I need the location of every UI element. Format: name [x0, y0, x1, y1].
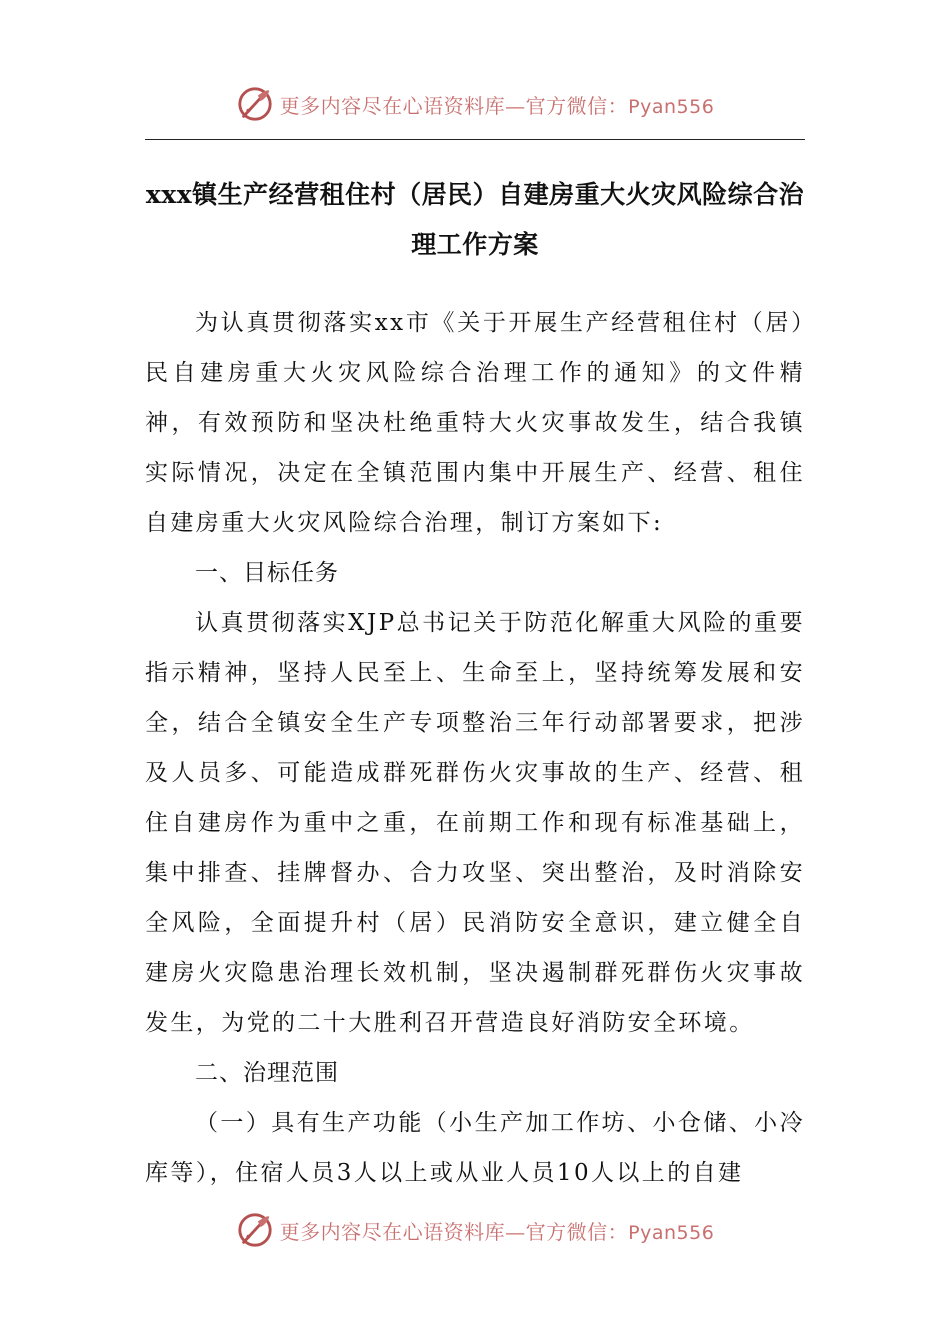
watermark-text: 更多内容尽在心语资料库—官方微信：Pyan556: [279, 93, 715, 118]
section-heading-scope: 二、治理范围: [195, 1060, 339, 1086]
document-body: [145, 298, 805, 1198]
intro-paragraph: 为认真贯彻落实xx市《关于开展生产经营租住村（居）民自建房重大火灾风险综合治理工作的通知》的文件精神，有效预防和坚决杜绝重特大火灾事故发生，结合我镇实际情况，决定在全镇范围内集中开展生产、经营、租住自建房重大火灾风险综合治理，制订方案如下:: [145, 310, 805, 536]
quill-seal-icon: [236, 1211, 274, 1249]
header-watermark: [0, 82, 950, 126]
quill-seal-icon: [236, 85, 274, 123]
scope-item-1: （一）具有生产功能（小生产加工作坊、小仓储、小冷库等），住宿人员3人以上或从业人员10人以上的自建: [145, 1110, 805, 1186]
watermark-text: 更多内容尽在心语资料库—官方微信：Pyan556: [279, 1219, 715, 1244]
footer-watermark: [0, 1208, 950, 1252]
document-title: xxx镇生产经营租住村（居民）自建房重大火灾风险综合治理工作方案: [145, 180, 805, 259]
goals-paragraph: 认真贯彻落实XJP总书记关于防范化解重大风险的重要指示精神，坚持人民至上、生命至上，坚持统筹发展和安全，结合全镇安全生产专项整治三年行动部署要求，把涉及人员多、可能造成群死群伤火灾事故的生产、经营、租住自建房作为重中之重，在前期工作和现有标准基础上，集中排查、挂牌督办、合力攻坚、突出整治，及时消除安全风险，全面提升村（居）民消防安全意识，建立健全自建房火灾隐患治理长效机制，坚决遏制群死群伤火灾事故发生，为党的二十大胜利召开营造良好消防安全环境。: [145, 610, 805, 1036]
section-heading-goals: 一、目标任务: [195, 560, 339, 586]
header-divider: [145, 139, 805, 140]
